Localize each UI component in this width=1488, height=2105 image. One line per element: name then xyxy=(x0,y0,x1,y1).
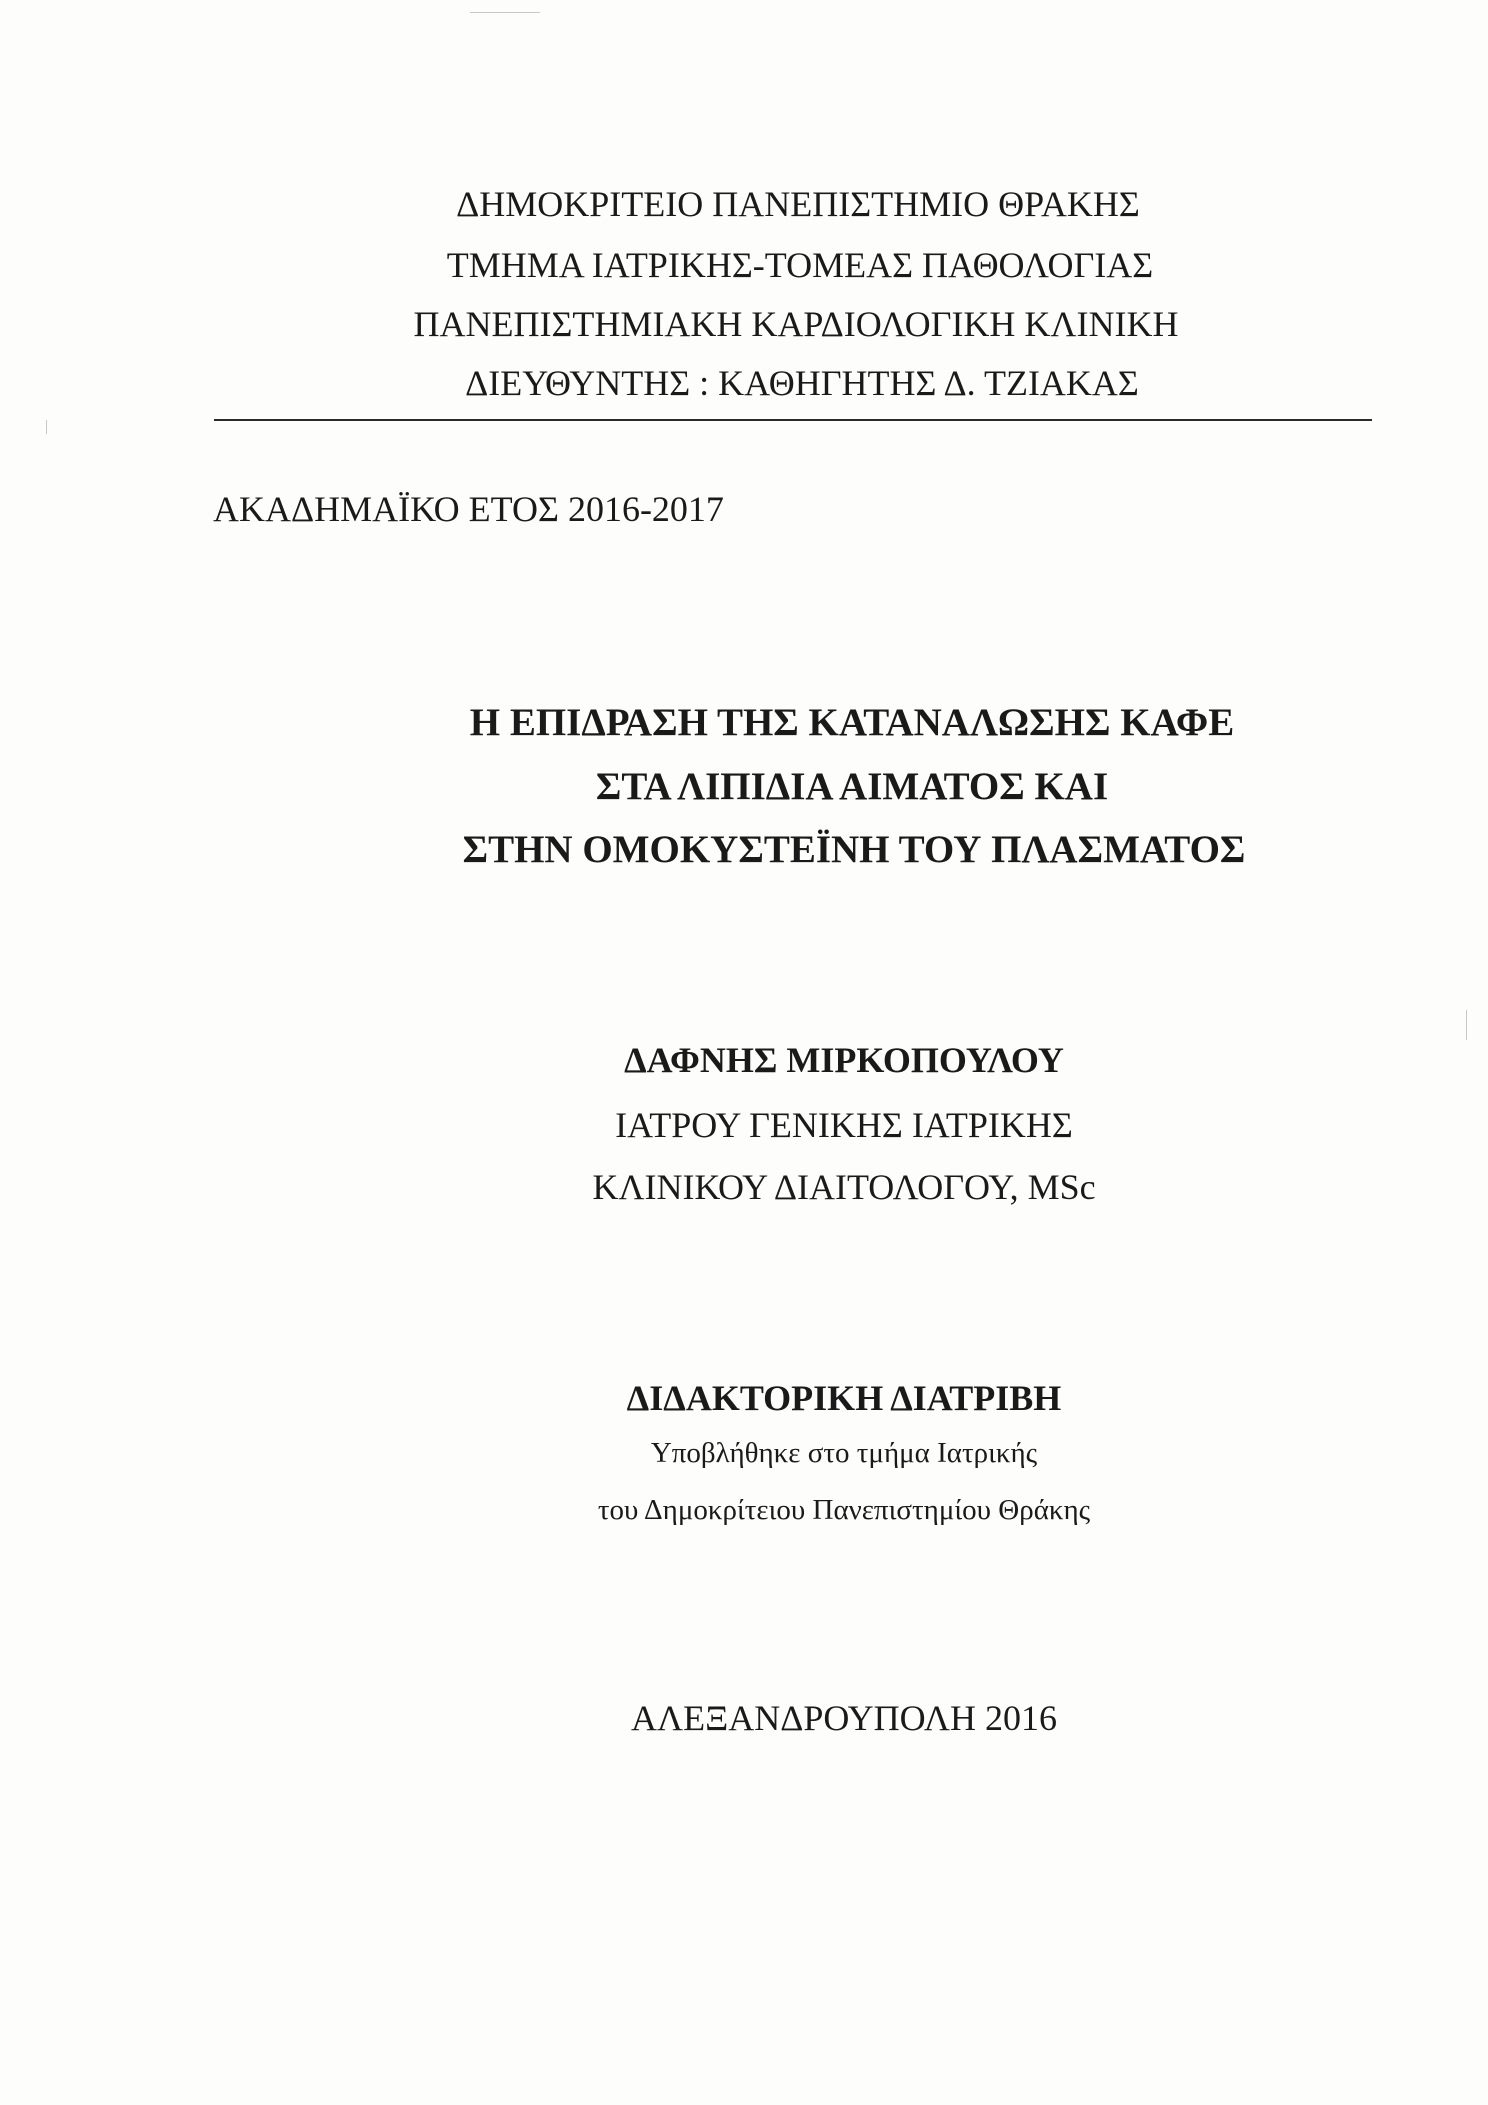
scan-mark-top xyxy=(470,12,540,13)
thesis-type: ΔΙΔΑΚΤΟΡΙΚΗ ΔΙΑΤΡΙΒΗ xyxy=(626,1378,1062,1418)
thesis-title-line-3: ΣΤΗΝ ΟΜΟΚΥΣΤΕΪΝΗ ΤΟΥ ΠΛΑΣΜΑΤΟΣ xyxy=(462,828,1246,871)
submission-note-2: του Δημοκρίτειου Πανεπιστημίου Θράκης xyxy=(597,1494,1091,1526)
author-role-2: ΚΛΙΝΙΚΟΥ ΔΙΑΙΤΟΛΟΓΟΥ, MSc xyxy=(592,1167,1096,1207)
scan-mark-left xyxy=(46,420,47,434)
scan-mark-right xyxy=(1466,1010,1467,1040)
university-name: ΔΗΜΟΚΡΙΤΕΙΟ ΠΑΝΕΠΙΣΤΗΜΙΟ ΘΡΑΚΗΣ xyxy=(456,184,1140,224)
director-line: ΔΙΕΥΘΥΝΤΗΣ : ΚΑΘΗΓΗΤΗΣ Δ. ΤΖΙΑΚΑΣ xyxy=(465,363,1139,403)
submission-note-1: Υποβλήθηκε στο τμήμα Ιατρικής xyxy=(650,1437,1038,1469)
clinic-name: ΠΑΝΕΠΙΣΤΗΜΙΑΚΗ ΚΑΡΔΙΟΛΟΓΙΚΗ ΚΛΙΝΙΚΗ xyxy=(413,304,1179,344)
thesis-title-line-1: Η ΕΠΙΔΡΑΣΗ ΤΗΣ ΚΑΤΑΝΑΛΩΣΗΣ ΚΑΦΕ xyxy=(469,701,1235,744)
author-role-1: ΙΑΤΡΟΥ ΓΕΝΙΚΗΣ ΙΑΤΡΙΚΗΣ xyxy=(615,1105,1073,1145)
academic-year: ΑΚΑΔΗΜΑΪΚΟ ΕΤΟΣ 2016-2017 xyxy=(213,489,724,529)
department-name: ΤΜΗΜΑ ΙΑΤΡΙΚΗΣ-ΤΟΜΕΑΣ ΠΑΘΟΛΟΓΙΑΣ xyxy=(446,245,1154,285)
place-and-year: ΑΛΕΞΑΝΔΡΟΥΠΟΛΗ 2016 xyxy=(631,1698,1057,1738)
author-name: ΔΑΦΝΗΣ ΜΙΡΚΟΠΟΥΛΟΥ xyxy=(624,1040,1064,1080)
thesis-title-line-2: ΣΤΑ ΛΙΠΙΔΙΑ ΑΙΜΑΤΟΣ ΚΑΙ xyxy=(595,765,1109,808)
header-divider xyxy=(214,419,1372,421)
